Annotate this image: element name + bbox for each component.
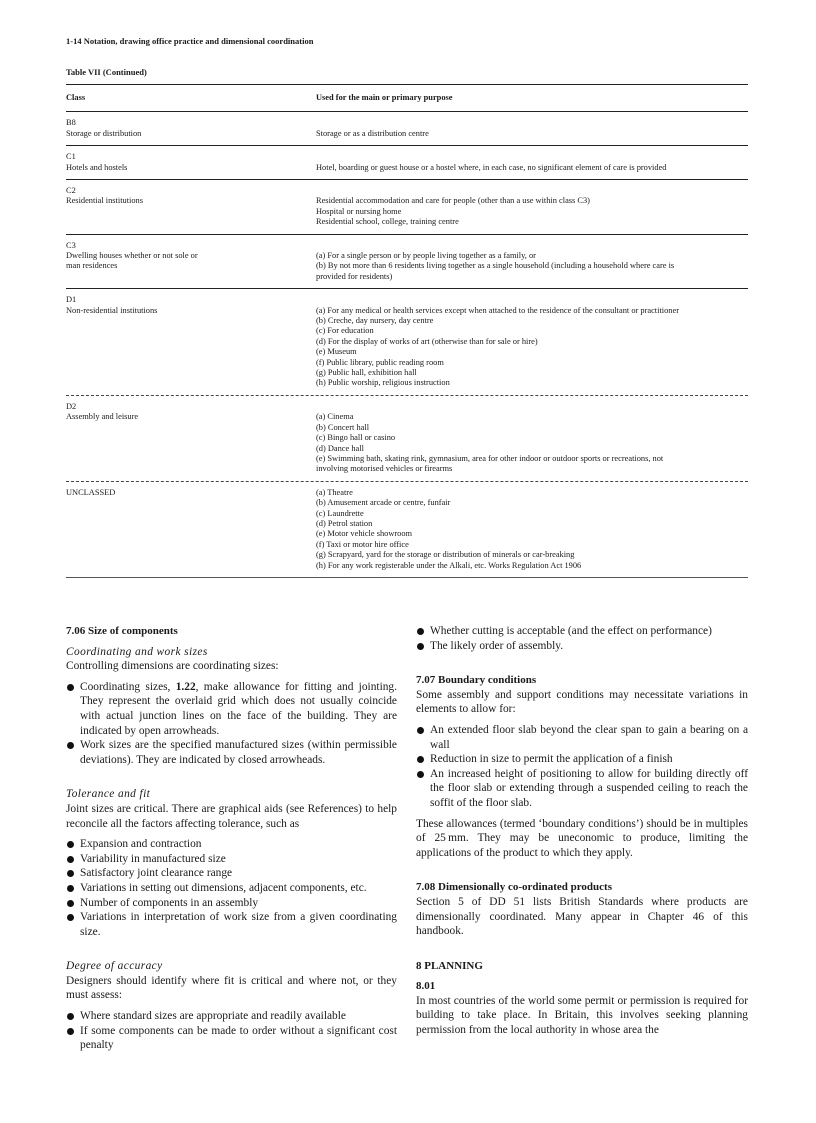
section-8-heading: 8 PLANNING [416,959,483,972]
list-item: Number of components in an assembly [66,896,397,911]
purpose-cell [316,488,748,571]
right-column [416,624,748,1038]
use-line: (b) By not more than 6 residents living together as a single household (including a household where care is [316,261,675,271]
table-row [66,180,748,235]
use-line: involving motorised vehicles or firearms [316,464,453,474]
list-item: Coordinating sizes, 1.22, make allowance for fitting and jointing. They represent the overlaid grid which does not usually coincide with actual junction lines on the face of the building. They are indicated by open arrowheads. [66,680,397,738]
list-item: The likely order of assembly. [416,639,748,654]
use-line: (e) Swimming bath, skating rink, gymnasium, area for other indoor or outdoor sports or recreations, not [316,453,664,463]
use-line: (d) Petrol station [316,518,373,528]
purpose-cell [316,241,748,283]
class-cell [66,295,316,389]
figure-ref: 1.22 [175,680,196,693]
use-line: (g) Scrapyard, yard for the storage or distribution of minerals or car-breaking [316,550,575,560]
accuracy-list-continued [416,624,748,653]
purpose-cell [316,186,748,228]
list-item: Variability in manufactured size [66,852,397,867]
tolerance-intro: Joint sizes are critical. There are graphical aids (see References) to help reconcile all the factors affecting tolerance, such as [66,802,397,830]
bullet-icon [417,756,424,763]
table-row [66,289,748,396]
bullet-icon [67,914,74,921]
bullet-icon [67,900,74,907]
subheading-coordinating: Coordinating and work sizes [66,645,208,658]
boundary-list [416,723,748,811]
table-row [66,482,748,578]
list-item: Reduction in size to permit the application of a finish [416,752,748,767]
class-code: B8 [66,118,76,128]
use-line: (e) Museum [316,347,357,357]
class-cell [66,152,316,173]
bullet-icon [67,684,74,691]
bullet-icon [67,1013,74,1020]
table-body [66,112,748,578]
bullet-icon [67,870,74,877]
tolerance-list [66,837,397,939]
use-classes-table [66,84,748,578]
use-line: (b) Concert hall [316,422,370,432]
list-item: Variations in setting out dimensions, adjacent components, etc. [66,881,397,896]
list-item: Where standard sizes are appropriate and readily available [66,1009,397,1024]
use-line: (a) Cinema [316,412,354,422]
products-text: Section 5 of DD 51 lists British Standards where products are dimensionally coordinated. Many appear in Chapter 46 of this handbook. [416,895,748,938]
purpose-cell [316,152,748,173]
class-name: Dwelling houses whether or not sole or [66,251,198,261]
section-8-01-heading: 8.01 [416,980,436,993]
class-name: Non-residential institutions [66,305,158,315]
table-caption: Table VII (Continued) [66,67,147,77]
class-code: C2 [66,186,76,196]
use-line: (a) Theatre [316,487,353,497]
use-line: (c) For education [316,326,374,336]
coord-intro: Controlling dimensions are coordinating sizes: [66,660,279,673]
bullet-icon [417,771,424,778]
list-item: An extended floor slab beyond the clear span to gain a bearing on a wall [416,723,748,752]
boundary-intro: Some assembly and support conditions may necessitate variations in elements to allow for: [416,688,748,716]
use-line: (f) Public library, public reading room [316,357,444,367]
left-column [66,624,397,1053]
use-line: (c) Laundrette [316,508,364,518]
table-row [66,146,748,180]
bullet-icon [417,628,424,635]
list-item: Satisfactory joint clearance range [66,866,397,881]
use-line: Residential school, college, training centre [316,217,459,227]
use-line: (e) Motor vehicle showroom [316,529,413,539]
table-row [66,235,748,290]
bullet-icon [417,643,424,650]
use-line: (g) Public hall, exhibition hall [316,368,417,378]
table-row [66,112,748,146]
list-item: Whether cutting is acceptable (and the effect on performance) [416,624,748,639]
bullet-icon [67,856,74,863]
use-line: (c) Bingo hall or casino [316,433,396,443]
class-code: C3 [66,240,76,250]
purpose-cell [316,118,748,139]
use-line: (b) Amusement arcade or centre, funfair [316,498,451,508]
bullet-icon [67,841,74,848]
use-line: (h) Public worship, religious instruction [316,378,450,388]
class-code: D2 [66,401,77,411]
class-name: man residences [66,261,118,271]
subheading-accuracy: Degree of accuracy [66,960,163,973]
boundary-outro: These allowances (termed ‘boundary conditions’) should be in multiples of 25 mm. They may be uneconomic to produce, limiting the applications of the product to which they apply. [416,817,748,859]
use-line: (d) For the display of works of art (otherwise than for sale or hire) [316,336,538,346]
class-name: Hotels and hostels [66,162,128,172]
list-item: Expansion and contraction [66,837,397,852]
header-class: Class [66,93,86,102]
list-item: Variations in interpretation of work size from a given coordinating size. [66,910,397,939]
list-item: Work sizes are the specified manufactured sizes (within permissible deviations). They are indicated by closed arrowheads. [66,738,397,767]
section-7-08-heading: 7.08 Dimensionally co-ordinated products [416,881,612,894]
class-cell [66,186,316,228]
bullet-icon [67,742,74,749]
class-code: C1 [66,152,76,162]
running-head: 1-14 Notation, drawing office practice and dimensional coordination [66,36,314,46]
class-name: Storage or distribution [66,128,142,138]
purpose-cell [316,295,748,389]
table-row [66,396,748,482]
accuracy-list [66,1009,397,1053]
class-cell [66,118,316,139]
class-name: UNCLASSED [66,487,116,497]
use-line: (d) Dance hall [316,443,364,453]
planning-text: In most countries of the world some permit or permission is required for building to take place. In Britain, this involves seeking planning permission from the local authority in whose area the [416,994,748,1037]
table-header-row [66,85,748,112]
class-name: Assembly and leisure [66,412,139,422]
class-cell [66,402,316,475]
use-line: Residential accommodation and care for people (other than a use within class C3) [316,196,590,206]
class-cell [66,488,316,571]
accuracy-intro: Designers should identify where fit is critical and where not, or they must assess: [66,974,397,1002]
header-purpose: Used for the main or primary purpose [316,93,453,102]
purpose-cell [316,402,748,475]
class-code: D1 [66,295,77,305]
subheading-tolerance: Tolerance and fit [66,788,151,801]
bullet-icon [67,885,74,892]
use-line: Hospital or nursing home [316,206,402,216]
class-cell [66,241,316,283]
use-line: Hotel, boarding or guest house or a hostel where, in each case, no significant element of care is provided [316,162,667,172]
class-name: Residential institutions [66,196,144,206]
use-line: Storage or as a distribution centre [316,128,429,138]
use-line: (f) Taxi or motor hire office [316,539,409,549]
list-item: An increased height of positioning to allow for building directly off the floor slab or extending through a suspended ceiling to reach the soffit of the floor slab. [416,767,748,811]
bullet-icon [67,1028,74,1035]
use-line: (a) For any medical or health services except when attached to the residence of the consultant or practitioner [316,305,679,315]
bullet-icon [417,727,424,734]
coord-list [66,680,397,768]
section-7-07-heading: 7.07 Boundary conditions [416,674,537,687]
use-line: (a) For a single person or by people living together as a family, or [316,251,536,261]
use-line: (b) Creche, day nursery, day centre [316,316,434,326]
list-item: If some components can be made to order without a significant cost penalty [66,1024,397,1053]
use-line: (h) For any work registerable under the Alkali, etc. Works Regulation Act 1906 [316,560,582,570]
section-7-06-heading: 7.06 Size of components [66,625,178,637]
use-line: provided for residents) [316,271,393,281]
